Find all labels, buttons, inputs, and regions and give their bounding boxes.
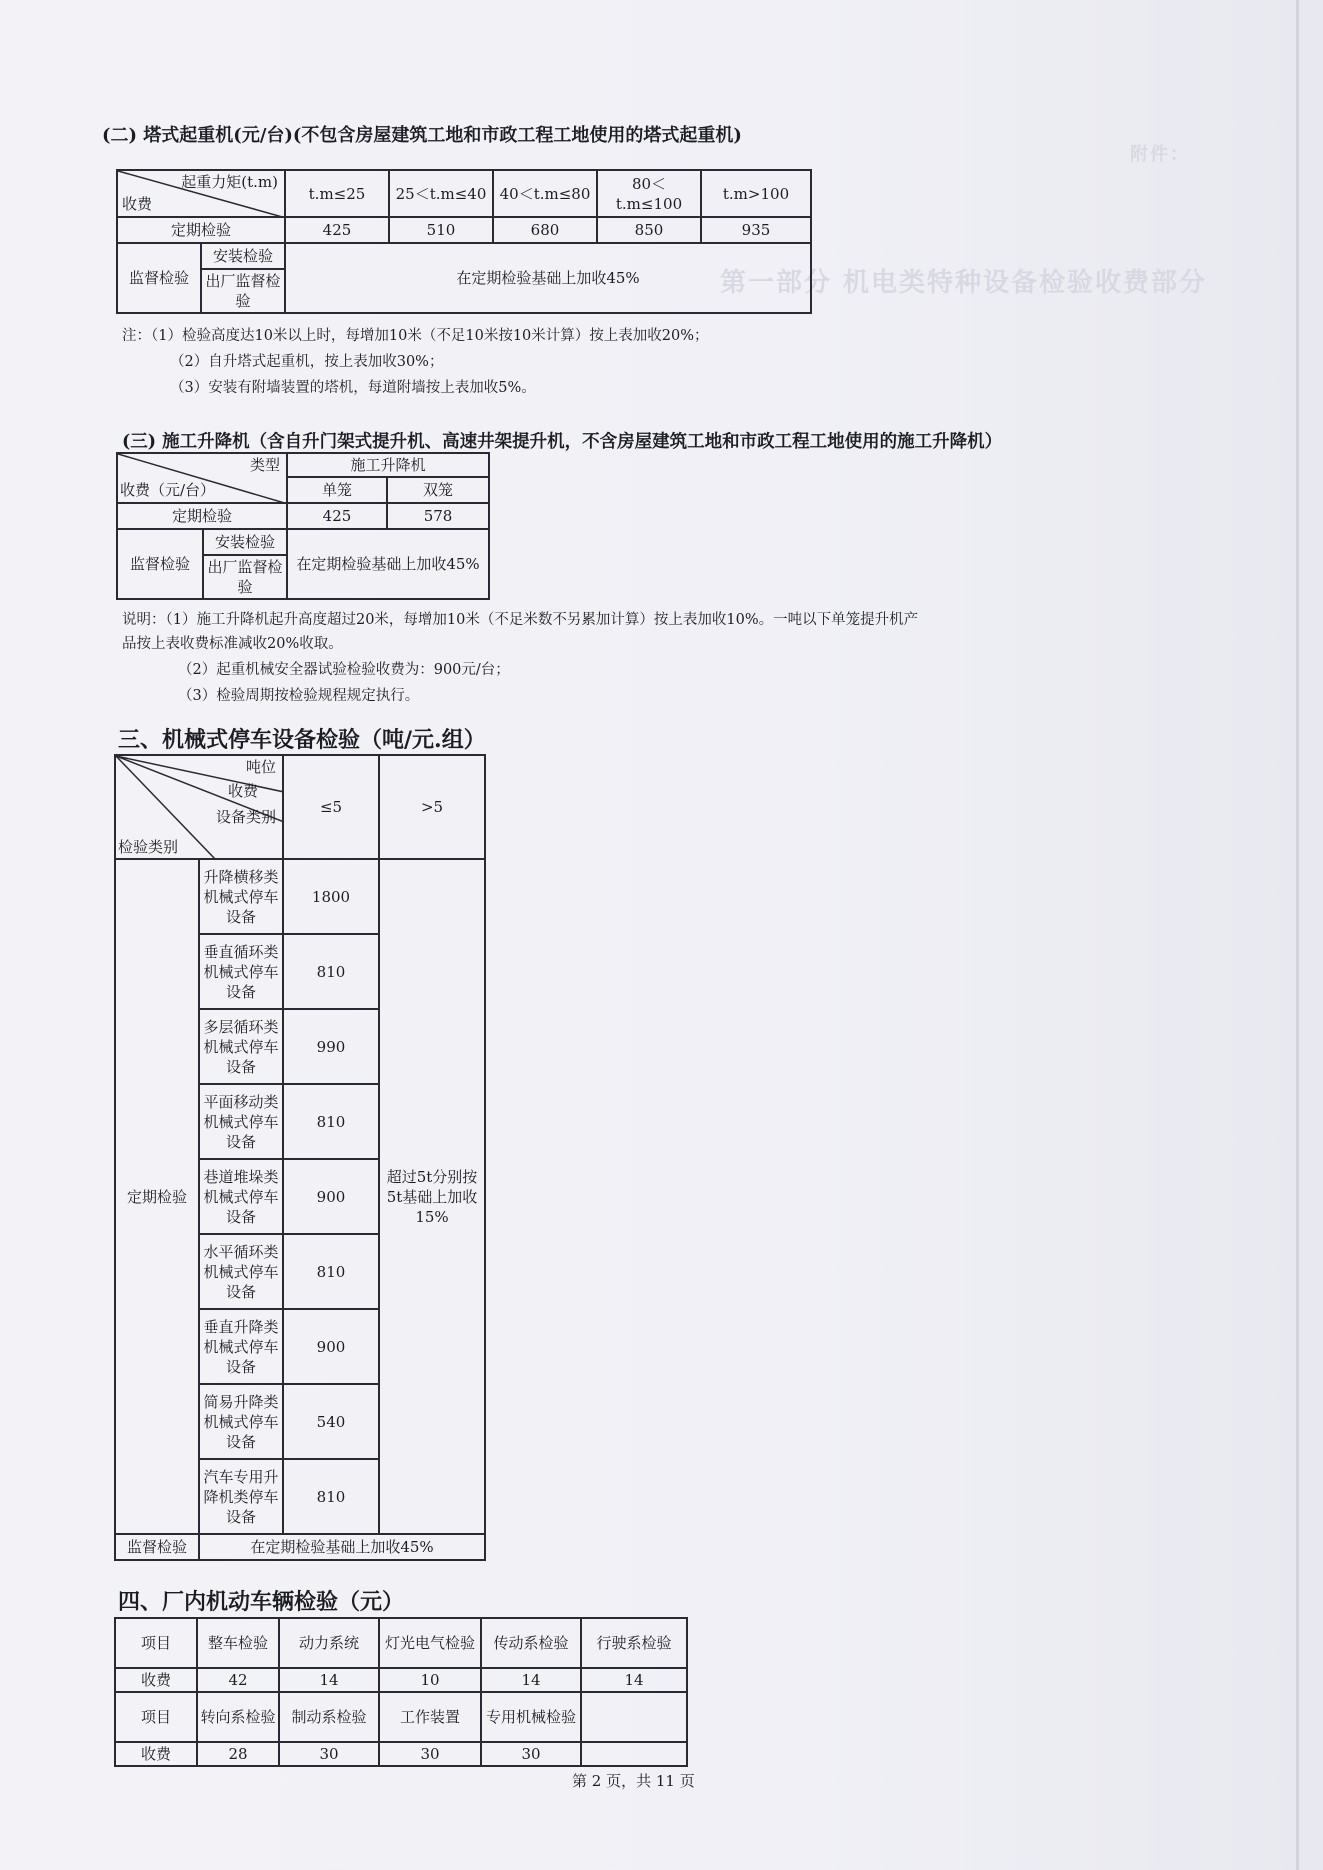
- parking-row-name: 垂直循环类机械式停车设备: [199, 934, 283, 1009]
- lift-single-label: 单笼: [287, 477, 387, 503]
- bleed-through-appendix: 附件：: [1130, 144, 1190, 165]
- crane-col-header: t.m≤25: [285, 170, 389, 217]
- parking-corner-cell: [115, 755, 283, 859]
- lift-fee-table: [116, 452, 490, 600]
- parking-corner-fee: 收费: [227, 782, 258, 800]
- crane-corner-top: 起重力矩(t.m): [181, 173, 278, 191]
- crane-corner-cell: [117, 170, 285, 217]
- vehicle-fee: 30: [379, 1742, 481, 1766]
- lift-install-label: 安装检验: [203, 529, 287, 555]
- parking-row-value: 540: [283, 1384, 379, 1459]
- lift-supervision-label: 监督检验: [117, 529, 203, 599]
- vehicle-fee-label: 收费: [115, 1742, 197, 1766]
- vehicle-fee: 30: [481, 1742, 581, 1766]
- parking-col-small: ≤5: [283, 755, 379, 859]
- bleed-through-heading: 第一部分 机电类特种设备检验收费部分: [720, 268, 1208, 298]
- crane-periodic-value: 935: [701, 217, 811, 243]
- vehicle-fee: [581, 1742, 687, 1766]
- crane-note-3: （3）安装有附墙装置的塔机，每道附墙按上表加收5%。: [170, 380, 536, 396]
- lift-note-1: 说明：（1）施工升降机起升高度超过20米，每增加10米（不足米数不另累加计算）按上表加收10%。一吨以下单笼提升机产: [122, 612, 919, 628]
- page-number: 第 2 页，共 11 页: [572, 1772, 695, 1790]
- vehicle-item: 整车检验: [197, 1618, 279, 1668]
- parking-row-value: 1800: [283, 859, 379, 934]
- crane-note-1: 注：（1）检验高度达10米以上时，每增加10米（不足10米按10米计算）按上表加收20%；: [122, 328, 709, 344]
- crane-factory-label: 出厂监督检验: [201, 269, 285, 313]
- vehicle-item: 动力系统: [279, 1618, 379, 1668]
- crane-periodic-value: 510: [389, 217, 493, 243]
- vehicle-item: 制动系检验: [279, 1692, 379, 1742]
- vehicle-item: 灯光电气检验: [379, 1618, 481, 1668]
- parking-row-value: 900: [283, 1159, 379, 1234]
- parking-periodic-label: 定期检验: [115, 859, 199, 1534]
- vehicle-fee-label: 收费: [115, 1668, 197, 1692]
- vehicle-fee: 14: [279, 1668, 379, 1692]
- vehicle-item: 传动系检验: [481, 1618, 581, 1668]
- crane-periodic-label: 定期检验: [117, 217, 285, 243]
- vehicle-item-label: 项目: [115, 1618, 197, 1668]
- lift-supervision-text: 在定期检验基础上加收45%: [287, 529, 489, 599]
- vehicle-item: 专用机械检验: [481, 1692, 581, 1742]
- lift-periodic-value: 425: [287, 503, 387, 529]
- crane-col-header: 80＜t.m≤100: [597, 170, 701, 217]
- vehicle-section-title: 四、厂内机动车辆检验（元）: [118, 1589, 405, 1615]
- parking-row-value: 810: [283, 1234, 379, 1309]
- parking-large-note: 超过5t分别按5t基础上加收15%: [379, 859, 485, 1534]
- page-fold: [1296, 0, 1299, 1870]
- lift-corner-top: 类型: [249, 456, 280, 474]
- crane-corner-bottom: 收费: [122, 195, 153, 213]
- crane-fee-table: [116, 169, 812, 314]
- lift-note-2: （2）起重机械安全器试验检验收费为：900元/台；: [178, 662, 510, 678]
- parking-row-name: 升降横移类机械式停车设备: [199, 859, 283, 934]
- lift-type-header: 施工升降机: [287, 453, 489, 477]
- crane-periodic-value: 425: [285, 217, 389, 243]
- crane-section-title: (二) 塔式起重机(元/台)(不包含房屋建筑工地和市政工程工地使用的塔式起重机): [102, 125, 742, 146]
- parking-corner-category: 设备类别: [215, 808, 276, 826]
- vehicle-fee: 10: [379, 1668, 481, 1692]
- parking-row-name: 巷道堆垛类机械式停车设备: [199, 1159, 283, 1234]
- vehicle-fee: 14: [481, 1668, 581, 1692]
- parking-corner-tonnage: 吨位: [245, 758, 276, 776]
- vehicle-item: 转向系检验: [197, 1692, 279, 1742]
- lift-periodic-label: 定期检验: [117, 503, 287, 529]
- crane-supervision-text: 在定期检验基础上加收45%: [285, 243, 811, 313]
- crane-col-header: t.m>100: [701, 170, 811, 217]
- parking-row-value: 810: [283, 934, 379, 1009]
- lift-note-1-cont: 品按上表收费标准减收20%收取。: [122, 636, 343, 652]
- parking-col-large: >5: [379, 755, 485, 859]
- parking-supervision-label: 监督检验: [115, 1534, 199, 1560]
- lift-factory-label: 出厂监督检验: [203, 555, 287, 599]
- parking-row-value: 810: [283, 1459, 379, 1534]
- crane-periodic-value: 680: [493, 217, 597, 243]
- vehicle-item-label: 项目: [115, 1692, 197, 1742]
- lift-corner-cell: [117, 453, 287, 503]
- vehicle-item: [581, 1692, 687, 1742]
- vehicle-fee-table: [114, 1617, 688, 1767]
- parking-corner-inspection: 检验类别: [118, 838, 179, 856]
- vehicle-fee: 30: [279, 1742, 379, 1766]
- parking-row-name: 简易升降类机械式停车设备: [199, 1384, 283, 1459]
- parking-supervision-text: 在定期检验基础上加收45%: [199, 1534, 485, 1560]
- crane-supervision-label: 监督检验: [117, 243, 201, 313]
- vehicle-item: 行驶系检验: [581, 1618, 687, 1668]
- crane-periodic-value: 850: [597, 217, 701, 243]
- vehicle-fee: 14: [581, 1668, 687, 1692]
- vehicle-item: 工作装置: [379, 1692, 481, 1742]
- parking-row-name: 垂直升降类机械式停车设备: [199, 1309, 283, 1384]
- parking-row-name: 平面移动类机械式停车设备: [199, 1084, 283, 1159]
- lift-double-label: 双笼: [387, 477, 489, 503]
- crane-install-label: 安装检验: [201, 243, 285, 269]
- crane-col-header: 40＜t.m≤80: [493, 170, 597, 217]
- lift-section-title: (三) 施工升降机（含自升门架式提升机、高速井架提升机，不含房屋建筑工地和市政工程工地使用的施工升降机）: [122, 432, 1003, 452]
- lift-corner-bottom: 收费（元/台）: [120, 481, 216, 499]
- parking-row-name: 多层循环类机械式停车设备: [199, 1009, 283, 1084]
- lift-note-3: （3）检验周期按检验规程规定执行。: [178, 688, 420, 704]
- parking-row-value: 900: [283, 1309, 379, 1384]
- parking-row-value: 990: [283, 1009, 379, 1084]
- parking-row-name: 汽车专用升降机类停车设备: [199, 1459, 283, 1534]
- parking-fee-table: [114, 754, 486, 1561]
- parking-section-title: 三、机械式停车设备检验（吨/元.组）: [118, 727, 486, 753]
- crane-col-header: 25＜t.m≤40: [389, 170, 493, 217]
- vehicle-fee: 28: [197, 1742, 279, 1766]
- crane-note-2: （2）自升塔式起重机，按上表加收30%；: [170, 354, 444, 370]
- parking-row-value: 810: [283, 1084, 379, 1159]
- lift-periodic-value: 578: [387, 503, 489, 529]
- vehicle-fee: 42: [197, 1668, 279, 1692]
- parking-row-name: 水平循环类机械式停车设备: [199, 1234, 283, 1309]
